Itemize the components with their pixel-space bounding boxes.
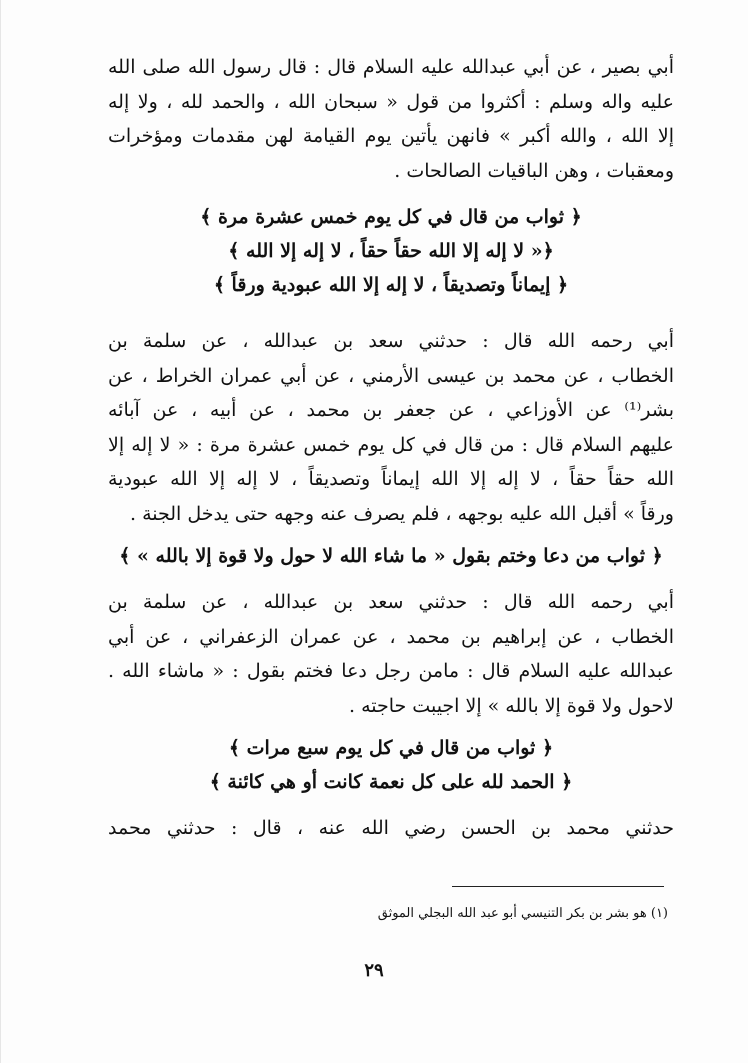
text-line: الخطاب ، عن إبراهيم بن محمد ، عن عمران الزعفراني ، عن أبي — [108, 625, 674, 648]
heading-line: ﴿ ثواب من قال في كل يوم خمس عشرة مرة ﴾ — [200, 206, 582, 228]
text-line: أبي رحمه الله قال : حدثني سعد بن عبدالله ، عن سلمة بن — [108, 591, 674, 613]
page-number: ٢٩ — [364, 960, 384, 981]
heading-line: ﴿ إيماناً وتصديقاً ، لا إله إلا الله عبودية ورقاً ﴾ — [213, 274, 569, 296]
text-line: الخطاب ، عن محمد بن عيسى الأرمني ، عن أبي عمران الخراط ، عن — [108, 364, 674, 387]
text-line: أبي رحمه الله قال : حدثني سعد بن عبدالله ، عن سلمة بن — [108, 330, 674, 352]
paragraph-hadith-1 — [108, 324, 674, 531]
text-area — [108, 50, 674, 850]
paragraph-intro — [108, 50, 674, 188]
footnote-divider — [452, 886, 664, 887]
scan-edge — [0, 0, 1, 1063]
text-line: حدثني محمد بن الحسن رضي الله عنه ، قال : حدثني محمد — [108, 817, 674, 839]
heading-line: ﴿ ثواب من قال في كل يوم سبع مرات ﴾ — [228, 737, 554, 759]
paragraph-hadith-2 — [108, 585, 674, 723]
text-line: ومعقبات ، وهن الباقيات الصالحات . — [394, 159, 674, 182]
section-heading-3 — [108, 731, 674, 799]
text-line: عليهم السلام قال : من قال في كل يوم خمس عشرة مرة : « لا إله إلا — [108, 433, 674, 456]
text-line: عبدالله عليه السلام قال : مامن رجل دعا فختم بقول : « ماشاء الله . — [108, 660, 674, 682]
text-line: ورقاً » أقبل الله عليه بوجهه ، فلم يصرف عنه وجهه حتى يدخل الجنة . — [130, 502, 674, 525]
heading-line: ﴿ الحمد لله على كل نعمة كانت أو هي كائنة ﴾ — [209, 771, 573, 793]
text-line: عليه واله وسلم : أكثروا من قول « سبحان الله ، والحمد لله ، ولا إله — [108, 90, 674, 113]
text-line: بشر⁽¹⁾ عن الأوزاعي ، عن جعفر بن محمد ، عن أبيه ، عن آبائه — [108, 399, 674, 421]
section-heading-2 — [108, 539, 674, 573]
text-line: الله حقاً حقاً ، لا إله إلا الله إيماناً وتصديقاً ، لا إله إلا الله عبودية — [108, 468, 674, 490]
section-heading-1 — [108, 200, 674, 302]
paragraph-hadith-3 — [108, 811, 674, 846]
text-line: أبي بصير ، عن أبي عبدالله عليه السلام قال : قال رسول الله صلى الله — [108, 56, 674, 78]
heading-line: ﴿« لا إله إلا الله حقاً حقاً ، لا إله إلا الله ﴾ — [228, 240, 554, 262]
text-line: لاحول ولا قوة إلا بالله » إلا اجيبت حاجته . — [348, 694, 674, 717]
heading-line: ﴿ ثواب من دعا وختم بقول « ما شاء الله لا حول ولا قوة إلا بالله » ﴾ — [119, 545, 663, 567]
footnote: (١) هو بشر بن بكر التنيسي أبو عبد الله البجلي الموثق — [377, 906, 668, 921]
text-line: إلا الله ، والله أكبر » فانهن يأتين يوم القيامة لهن مقدمات ومؤخرات — [108, 125, 674, 147]
